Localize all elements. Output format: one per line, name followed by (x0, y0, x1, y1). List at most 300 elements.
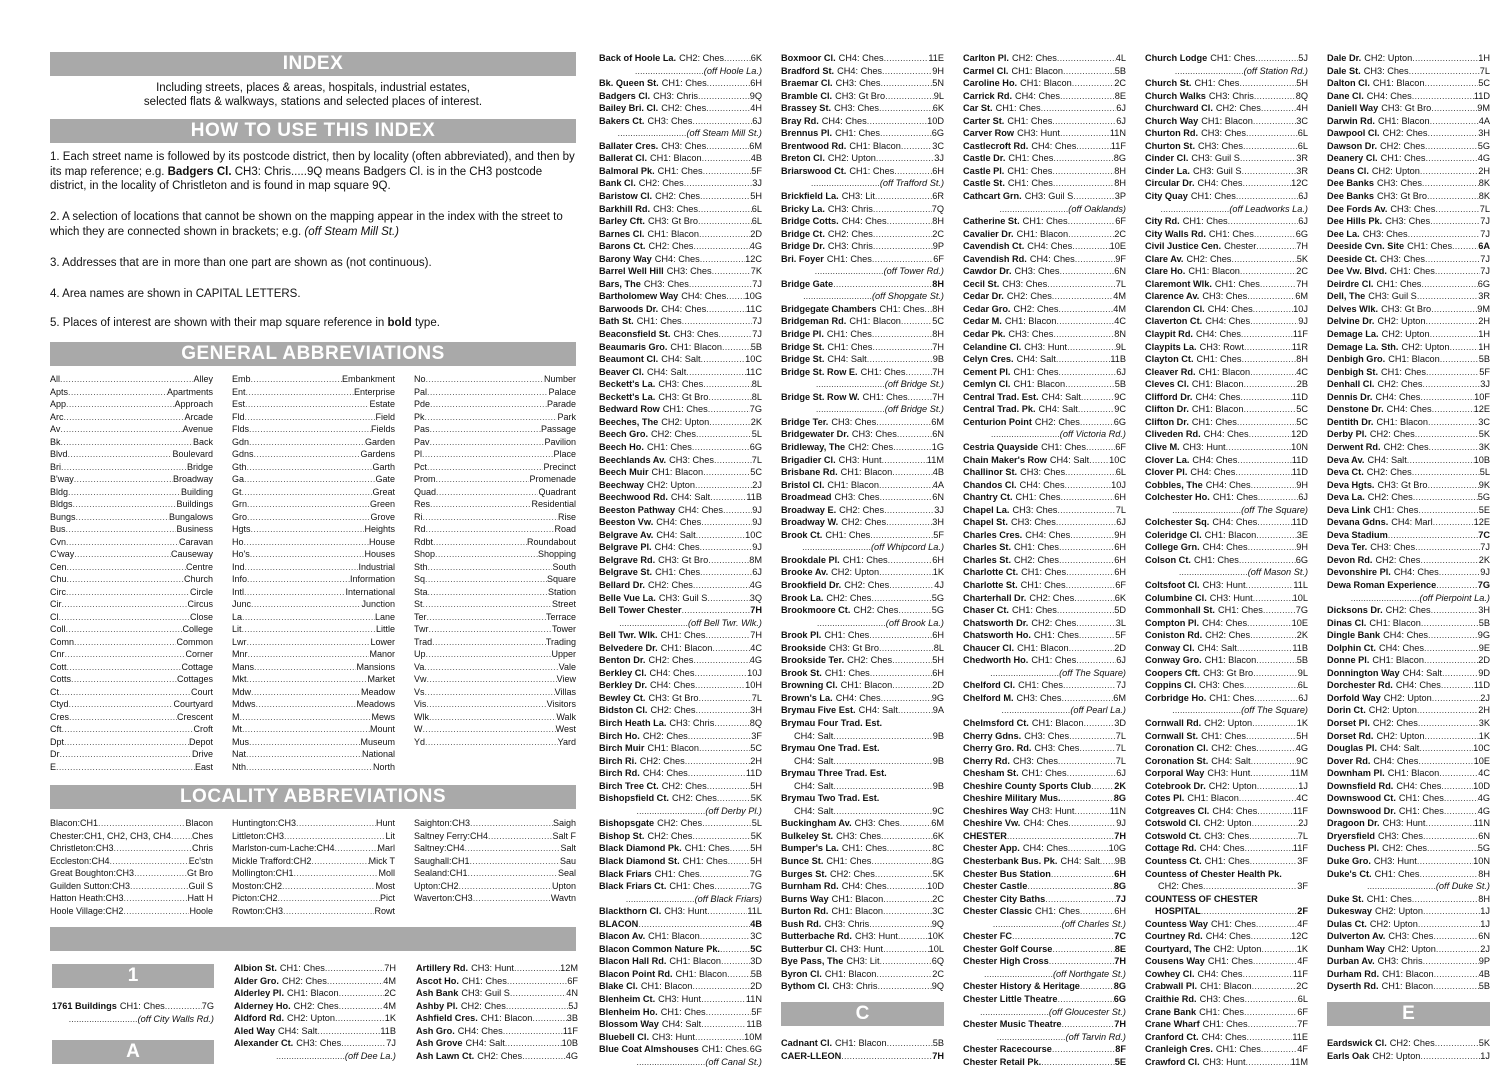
leader-dots (251, 686, 361, 699)
postcode-locality: CH4: Salt (1049, 454, 1090, 465)
abbreviation-key: Guilden Sutton:CH3 (50, 880, 131, 891)
map-reference: 6H (932, 554, 944, 565)
abbreviation-key: Picton:CH2 (232, 893, 278, 903)
index-entry (963, 265, 1126, 278)
abbreviation-key: Ind (232, 561, 245, 572)
postcode-locality: CH3: Ches (647, 115, 693, 126)
index-entry-location-note (963, 428, 1126, 441)
postcode-locality: CH4: Ches (1205, 316, 1251, 327)
street-name: Brymau Three Trad. Est. (781, 768, 887, 779)
abbreviation-row (414, 486, 576, 499)
index-entry-name (599, 378, 703, 391)
leader-dots (1255, 52, 1298, 65)
street-name: Chesterbank Bus. Pk. (963, 856, 1058, 866)
leader-dots (1058, 755, 1116, 768)
abbreviation-key: Lit (232, 624, 242, 634)
map-reference: 6N (1478, 830, 1490, 841)
street-name: Castlecroft Rd. (963, 140, 1029, 151)
leader-dots (1418, 918, 1480, 931)
leader-dots (71, 673, 177, 686)
index-entry-name (416, 975, 507, 988)
postcode-locality: CH2: Upton (1371, 165, 1420, 176)
index-entry (781, 692, 944, 705)
map-reference: 1J (1480, 906, 1490, 917)
map-reference: 10L (1292, 592, 1308, 603)
postcode-locality: CH3: Ches (1020, 467, 1066, 478)
leader-dots (426, 698, 546, 711)
abbreviation-value: Hunt (375, 818, 395, 828)
leader-dots (282, 880, 375, 893)
postcode-locality: CH4: Ches (1199, 843, 1245, 854)
abbreviation-key: Saughall:CH1 (414, 855, 470, 866)
street-name: Deva Link (1327, 504, 1371, 515)
postcode-locality: CH2: Upton (1374, 906, 1423, 917)
index-entry (1327, 893, 1490, 906)
index-entry-location-note (963, 203, 1126, 216)
postcode-locality: CH4: Ches (838, 53, 884, 63)
index-entry (1327, 755, 1490, 768)
leader-dots (1429, 441, 1479, 454)
leader-dots (712, 642, 750, 655)
index-entry-name (1327, 742, 1419, 755)
street-name: Clover Pl. (1145, 467, 1188, 478)
leader-dots (893, 441, 932, 454)
index-entry-location-note (599, 893, 762, 906)
leader-dots (61, 436, 193, 449)
index-entry-name (1145, 930, 1251, 943)
street-name: Countess Way (1145, 918, 1208, 929)
index-entry-name (1327, 315, 1426, 328)
abbreviation-row (232, 548, 395, 561)
leader-dots (423, 598, 552, 611)
map-reference: 12E (1473, 404, 1490, 415)
postcode-locality: CH3: Ches (1362, 228, 1408, 239)
map-reference: 11F (562, 1025, 578, 1036)
index-entry (1327, 77, 1490, 90)
leader-dots (694, 667, 747, 680)
abbreviation-value: Approach (174, 399, 213, 409)
leader-dots (426, 373, 544, 386)
postcode-locality: CH1: Ches (862, 391, 908, 402)
street-name: Birch Tree Ct. (599, 780, 659, 791)
leader-dots (695, 704, 750, 717)
index-entry (1327, 215, 1490, 228)
leader-dots (1252, 980, 1297, 993)
postcode-locality: CH3: Gt Bro (658, 391, 709, 402)
map-reference: 2H (750, 755, 762, 766)
index-entry (599, 278, 762, 291)
street-name: 1761 Buildings (52, 1001, 117, 1011)
leader-dots (76, 511, 169, 524)
abbreviation-row (50, 573, 213, 586)
map-reference: 7H (384, 963, 396, 973)
abbreviation-value: Moll (378, 868, 395, 878)
postcode-locality: CH2: Ches (1029, 592, 1075, 603)
street-name: Cheshire County Sports Club (963, 780, 1092, 791)
abbreviation-value: Circle (189, 586, 213, 597)
street-name: Bath St. (599, 316, 634, 327)
index-entry (963, 303, 1126, 316)
index-entry-name (1327, 77, 1424, 90)
index-entry-name (963, 1043, 1052, 1056)
leader-dots (880, 127, 932, 140)
postcode-locality: CH3: Hunt (664, 906, 708, 917)
leader-dots (1260, 278, 1296, 291)
index-entry-name (599, 253, 700, 266)
index-entry-name (963, 767, 1067, 780)
map-reference: 7L (1479, 65, 1490, 76)
index-entry-name (599, 704, 695, 717)
index-entry (963, 654, 1126, 667)
postcode-locality: CH1: Ches (1212, 492, 1258, 503)
index-entry-location-note (781, 403, 944, 416)
map-reference: 9J (1480, 567, 1490, 578)
abbreviation-row (50, 611, 213, 624)
index-entry-name (1327, 893, 1412, 906)
leader-dots (114, 842, 192, 855)
map-reference: 9J (1298, 316, 1308, 327)
map-reference: 7L (751, 454, 762, 465)
index-entry-name (234, 975, 327, 988)
index-entry (963, 140, 1126, 153)
abbreviation-key: Ter (414, 611, 427, 622)
leader-dots (727, 968, 751, 981)
index-entry (781, 893, 944, 906)
index-entry (1145, 830, 1308, 843)
map-reference: 5C (1296, 416, 1308, 427)
abbreviation-value: Garth (372, 461, 395, 472)
abbreviation-value: Centre (185, 561, 213, 572)
map-reference: 11R (1291, 341, 1308, 352)
index-entry (1145, 767, 1308, 780)
index-entry (781, 228, 944, 241)
leader-dots (833, 278, 932, 291)
postcode-locality: CH4: Ches (1015, 90, 1060, 101)
index-entry-name (1327, 190, 1427, 203)
leader-dots (1427, 190, 1479, 203)
map-reference: 4F (1297, 956, 1308, 967)
index-entry (599, 667, 762, 680)
map-reference: 8H (1114, 178, 1126, 189)
map-reference: 8G (1113, 153, 1126, 164)
postcode-locality: CH2: Ches (1369, 429, 1415, 440)
street-name: Brookdale Pl. (781, 554, 840, 565)
leader-dots (1433, 980, 1479, 993)
map-reference: 8C (932, 843, 944, 854)
map-reference: 7L (1115, 278, 1126, 289)
leader-dots (1431, 303, 1477, 316)
index-entry (1145, 416, 1308, 429)
leader-dots (1248, 1018, 1298, 1031)
street-name: Black Diamond St. (599, 856, 680, 866)
leader-dots (1253, 592, 1293, 605)
abbreviation-key: Ga (232, 474, 245, 484)
postcode-locality: CH4: Ches (1195, 329, 1241, 340)
abbreviation-row (414, 623, 576, 636)
street-name: Bewley Ct. (599, 692, 646, 703)
index-entry-name (1145, 830, 1249, 843)
postcode-locality: CH4: Ches (1190, 467, 1236, 478)
map-reference: 6H (750, 78, 762, 89)
leader-dots (506, 1000, 568, 1013)
index-entry (963, 780, 1126, 793)
abbreviation-key: Coll (50, 624, 66, 634)
leader-dots (325, 962, 384, 975)
index-entry (599, 629, 762, 642)
street-name: Cottage Rd. (1145, 843, 1197, 854)
index-entry (1145, 428, 1308, 441)
map-reference: 8H (1296, 354, 1308, 365)
index-entry (1327, 428, 1490, 441)
street-name: Buckingham Av. (781, 818, 852, 829)
off-street-note: (off The Square) (1059, 667, 1126, 678)
map-reference: 9Q (931, 981, 944, 992)
index-entry-location-note (781, 541, 944, 554)
postcode-locality: CH1: Blacon (1191, 379, 1244, 390)
map-reference: 4G (565, 1050, 578, 1061)
postcode-locality: CH2: Ches (1034, 416, 1080, 427)
map-reference: 4G (749, 241, 762, 252)
index-entry (599, 1006, 762, 1019)
index-entry-name (963, 341, 1067, 354)
index-entry-name (599, 102, 706, 115)
leader-dots: ........................... (814, 266, 884, 277)
abbreviation-key: Fld (232, 411, 245, 422)
street-name: Dawson Dr. (1327, 140, 1378, 151)
index-entry-name (1327, 968, 1434, 981)
map-reference: 3R (1478, 291, 1490, 302)
leader-dots (726, 290, 744, 303)
map-reference: 6K (750, 53, 762, 63)
postcode-locality: CH2: Upton (1401, 341, 1450, 352)
index-entry-name (1327, 65, 1409, 78)
leader-dots (242, 611, 375, 624)
index-entry-name (963, 265, 1059, 278)
index-column-a1 (234, 962, 396, 1062)
leader-dots (436, 486, 538, 499)
leader-dots (532, 1012, 566, 1025)
index-entry (1327, 353, 1490, 366)
leader-dots (430, 498, 531, 511)
instruction-5-bold: bold (387, 317, 412, 329)
postcode-locality: CH2: Ches (1205, 630, 1251, 641)
index-entry (1145, 240, 1308, 253)
leader-dots (871, 592, 931, 605)
index-entry (1145, 880, 1308, 893)
postcode-locality: CH2: Ches (647, 579, 693, 590)
abbreviation-value: View (556, 674, 576, 684)
map-reference: 2C (1114, 78, 1126, 89)
map-reference: 4A (1478, 115, 1490, 126)
off-street-note: (off Bell Twr. Wlk.) (687, 617, 762, 628)
street-name: Corporal Way (1145, 768, 1205, 779)
postcode-locality: CH3: Lit (841, 191, 875, 202)
index-entry-location-note (781, 617, 944, 630)
leader-dots (873, 203, 932, 216)
postcode-locality: CH2: Ches (1014, 554, 1059, 565)
index-entry (599, 90, 762, 103)
map-reference: 4G (1477, 153, 1490, 164)
map-reference: 11M (926, 454, 944, 465)
postcode-locality: CH3: Ches (1010, 517, 1056, 528)
postcode-locality: CH2: Upton (287, 1013, 336, 1024)
index-entry-name (963, 391, 1081, 404)
abbreviation-row (50, 511, 213, 524)
leader-dots (696, 529, 746, 542)
abbreviation-row (232, 867, 395, 880)
leader-dots (906, 366, 933, 379)
street-name: Cedar Gro. (963, 303, 1011, 314)
leader-dots (68, 448, 173, 461)
index-entry-name (963, 366, 1058, 379)
abbreviation-value: Alley (193, 374, 213, 384)
street-name: Coronation Cl. (1145, 743, 1209, 754)
map-reference: 1J (1480, 918, 1490, 929)
off-street-note: (off Derby Pl.) (705, 805, 762, 816)
index-entry-name (963, 165, 1052, 178)
abbreviation-row (232, 673, 395, 686)
map-reference: 11B (1110, 354, 1126, 365)
abbreviation-row (232, 736, 395, 749)
index-entry (781, 817, 944, 830)
leader-dots (251, 598, 361, 611)
postcode-locality: CH1: Blacon (849, 316, 901, 327)
abbreviation-row (232, 561, 395, 574)
map-reference: 10J (747, 667, 762, 678)
index-column-c2 (1145, 52, 1308, 1068)
street-name: Chester Little Theatre (963, 994, 1058, 1005)
abbreviation-key: Ri (414, 511, 423, 522)
map-reference: 10C (1473, 743, 1490, 754)
index-entry-name (599, 140, 706, 153)
index-entry-name (1145, 416, 1237, 429)
map-reference: 5F (933, 529, 944, 540)
leader-dots (897, 428, 932, 441)
leader-dots (1063, 65, 1115, 78)
index-entry-name (781, 491, 879, 504)
index-entry (781, 830, 944, 843)
leader-dots (284, 830, 385, 843)
postcode-locality: CH3: Ches (1002, 278, 1048, 289)
leader-dots (876, 152, 934, 165)
postcode-locality: CH1: Blacon (849, 140, 901, 151)
map-reference: 4G (1477, 793, 1490, 804)
abbreviation-key: Lwr (232, 636, 247, 647)
index-entry-name (963, 190, 1073, 203)
abbreviation-row (232, 905, 395, 918)
postcode-locality: CH4: Salt (646, 366, 687, 377)
leader-dots (429, 623, 552, 636)
street-name: College Grn. (1145, 542, 1200, 553)
street-name: Dukesway (1327, 906, 1372, 917)
index-entry-name (781, 52, 884, 65)
postcode-locality: CH2: Upton (646, 479, 695, 490)
leader-dots (701, 1018, 746, 1031)
index-entry (599, 880, 762, 893)
leader-dots (869, 918, 931, 931)
street-name: Bridleway, The (781, 441, 846, 452)
street-name: Beechlands Av. (599, 454, 667, 465)
street-name: Chester Music Theatre (963, 1019, 1062, 1030)
postcode-locality: CH2: Ches (460, 1000, 506, 1011)
leader-dots (706, 102, 750, 115)
abbreviation-row (50, 830, 213, 843)
index-entry (1327, 328, 1490, 341)
map-reference: 2J (752, 479, 762, 490)
map-reference: 7H (750, 630, 762, 641)
index-entry (599, 403, 762, 416)
street-name: Car St. (963, 103, 993, 114)
instruction-2-text: 2. A selection of locations that cannot be shown on the mapping appear in the index with the street to which they are connected shown in brackets; e.g. (50, 211, 563, 238)
postcode-locality: CH3: Ches (673, 329, 719, 340)
abbreviation-key: Res (414, 499, 431, 509)
street-name: Cedar Pk. (963, 329, 1006, 340)
index-entry-name (1145, 541, 1248, 554)
index-entry (599, 830, 762, 843)
postcode-locality: CH1: Blacon (835, 1038, 887, 1048)
street-name: Circular Dr. (1145, 178, 1195, 189)
street-name: Dee Fords Av. (1327, 203, 1388, 214)
abbreviation-value: Park (557, 411, 576, 422)
map-reference: 11L (747, 906, 762, 917)
leader-dots (430, 423, 541, 436)
leader-dots (242, 723, 370, 736)
street-name: Brennus Pl. (781, 128, 833, 139)
off-street-note: (off Bridge St.) (884, 379, 944, 390)
map-reference: 7G (1477, 579, 1490, 590)
index-entry-name (599, 77, 707, 90)
index-entry-name (963, 993, 1057, 1006)
abbreviation-row (414, 842, 576, 855)
leader-dots (64, 411, 185, 424)
street-name: Brown's La. (781, 692, 833, 703)
index-entry (1327, 341, 1490, 354)
street-name: CHESTER (963, 830, 1007, 841)
map-reference: 6H (932, 667, 944, 678)
leader-dots (1248, 541, 1297, 554)
map-reference: 8H (932, 278, 944, 289)
index-entry (963, 115, 1126, 128)
index-entry-location-note (963, 667, 1126, 680)
postcode-locality: CH1: Blacon (660, 642, 713, 653)
leader-dots (1065, 466, 1116, 479)
map-reference: 9J (752, 517, 762, 528)
street-name: Clare Av. (1145, 253, 1184, 264)
leader-dots (1256, 654, 1297, 667)
street-name: Beeston Vw. (599, 517, 654, 528)
index-column-1 (52, 1000, 214, 1025)
leader-dots (470, 855, 560, 868)
instruction-5 (50, 316, 576, 331)
index-entry-name (1327, 704, 1417, 717)
abbreviation-row (232, 411, 395, 424)
postcode-locality: CH1: Ches (1398, 793, 1444, 804)
index-entry (781, 466, 944, 479)
abbreviation-key: Eccleston:CH4 (50, 855, 110, 866)
postcode-locality: CH2: Ches (1215, 103, 1261, 114)
leader-dots (682, 604, 751, 617)
abbreviation-row (232, 573, 395, 586)
index-entry-name (1327, 290, 1417, 303)
postcode-locality: CH3: Hunt (854, 931, 898, 942)
map-reference: 6A (1478, 241, 1490, 252)
leader-dots (714, 454, 752, 467)
abbreviation-key: Comn (50, 636, 75, 647)
map-reference: 7G (749, 881, 762, 892)
map-reference: 11C (745, 303, 762, 314)
postcode-locality: CH1: Blacon (648, 931, 700, 942)
map-reference: 11B (746, 1019, 762, 1030)
